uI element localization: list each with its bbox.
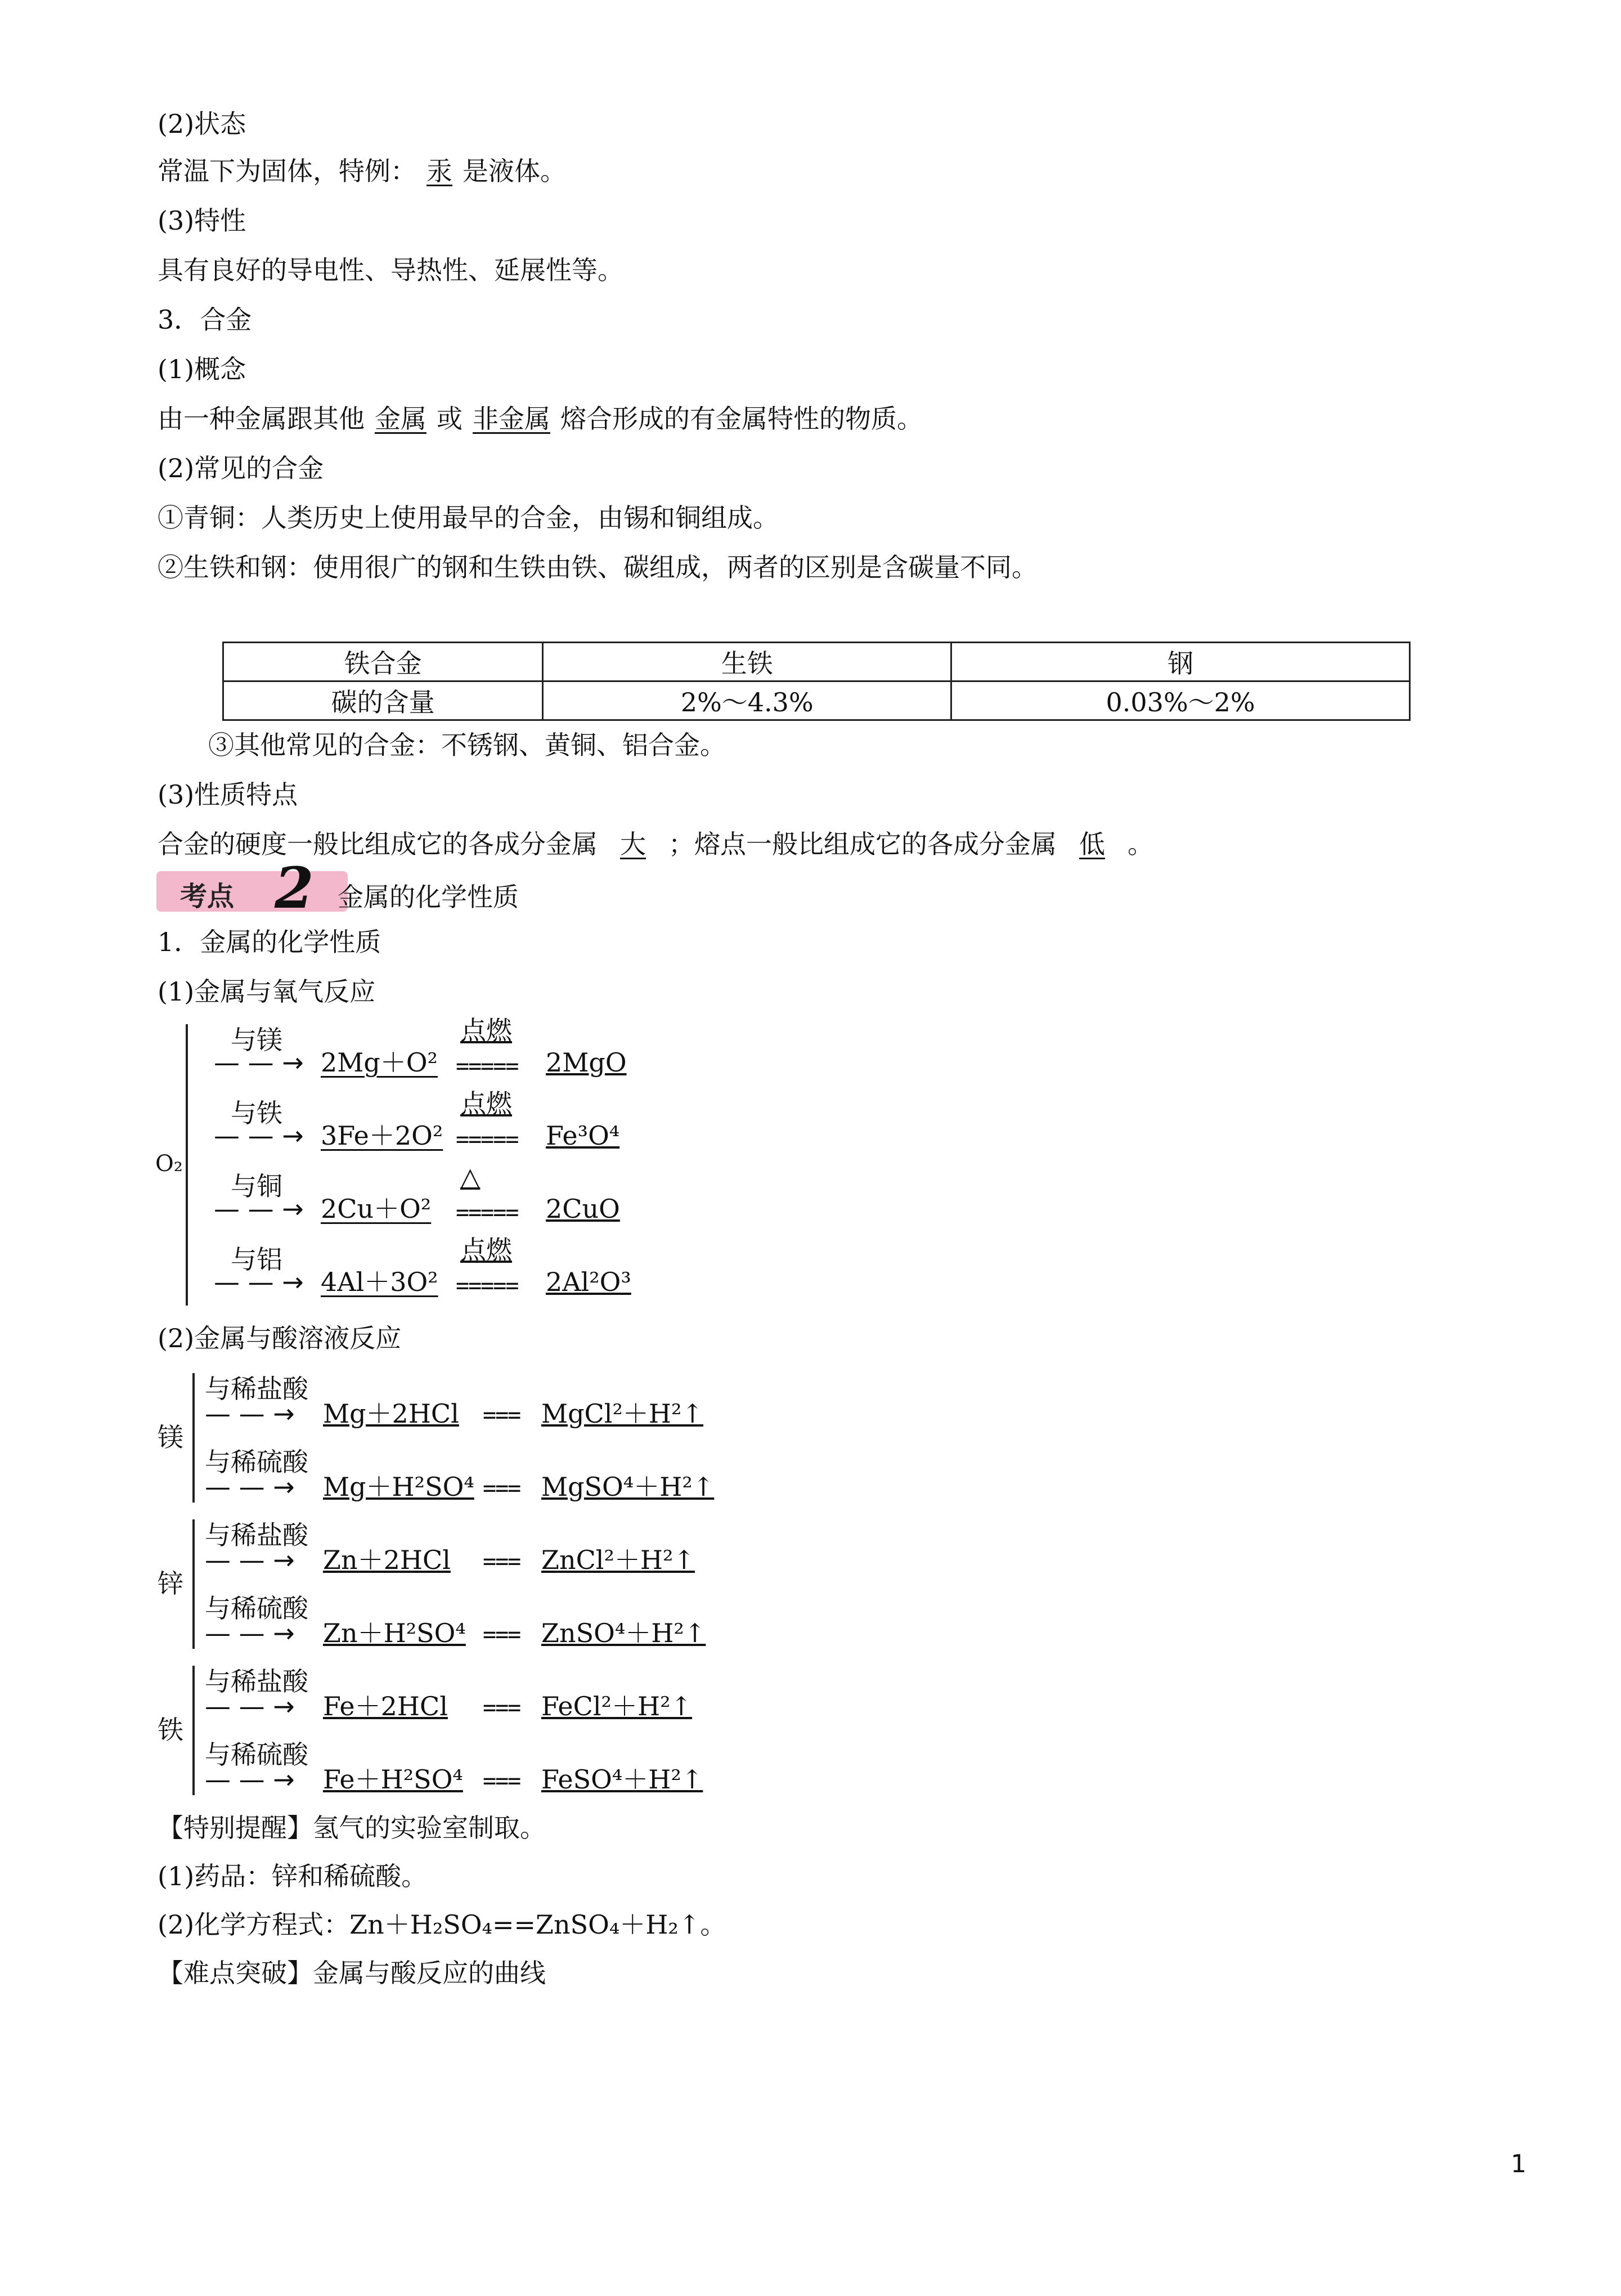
reaction-condition: 点燃	[460, 1235, 512, 1265]
arrow-icon: — — →	[214, 1194, 304, 1224]
metal-label: 锌	[158, 1568, 183, 1599]
feature-blank-hardness: 大	[620, 829, 646, 859]
section-title: 金属的化学性质	[338, 882, 519, 912]
concept-blank-metal: 金属	[375, 403, 426, 434]
equation-lhs: 3Fe＋2O²	[321, 1120, 443, 1151]
equation-lhs-wrap	[315, 1193, 437, 1225]
page-number: 1	[1511, 2150, 1526, 2178]
equation-rhs: ZnCl²＋H²↑	[541, 1545, 695, 1575]
equation-lhs: 2Cu＋O²	[321, 1194, 432, 1224]
tip-drug: (1)药品：锌和稀硫酸。	[158, 1861, 428, 1891]
acid-group-brace	[192, 1373, 195, 1503]
iron-alloy-table	[222, 642, 1411, 721]
oxygen-with-label: 与铜	[231, 1171, 282, 1201]
equation-rhs: Fe³O⁴	[546, 1120, 620, 1151]
arrow-icon: — — →	[205, 1691, 295, 1721]
equals-sign: ===	[483, 1622, 520, 1648]
table-header-cell: 生铁	[543, 643, 951, 681]
table-header-cell: 钢	[951, 643, 1410, 681]
acid-with-label: 与稀硫酸	[205, 1447, 308, 1477]
metal-label: 铁	[158, 1715, 183, 1745]
equation-rhs: ZnSO⁴＋H²↑	[541, 1618, 706, 1648]
arrow-icon: — — →	[205, 1764, 295, 1795]
equation-lhs: 4Al＋3O²	[321, 1267, 438, 1297]
arrow-icon: — — →	[205, 1398, 295, 1429]
equation-lhs: Fe＋2HCl	[323, 1691, 448, 1721]
oxygen-with-label: 与铁	[231, 1098, 282, 1128]
state-text-after: 是液体。	[462, 156, 566, 186]
reaction-condition: 点燃	[460, 1015, 512, 1046]
arrow-icon: — — →	[205, 1545, 295, 1575]
equation-rhs: MgSO⁴＋H²↑	[541, 1472, 715, 1502]
equation-lhs: Zn＋2HCl	[323, 1545, 451, 1575]
reaction-condition: △	[460, 1162, 481, 1192]
arrow-icon: — — →	[214, 1120, 304, 1151]
table-cell: 0.03%～2%	[951, 681, 1410, 720]
alloy-heading: 3．合金	[158, 304, 252, 335]
oxygen-with-label: 与镁	[231, 1025, 282, 1055]
equation-rhs: FeCl²＋H²↑	[541, 1691, 693, 1721]
equals-sign: ===	[483, 1402, 520, 1428]
concept-part-a: 由一种金属跟其他	[158, 403, 365, 434]
acid-heading: (2)金属与酸溶液反应	[158, 1323, 402, 1353]
kaodian-badge-number: 2	[275, 855, 314, 921]
alloy-concept-text	[158, 403, 923, 434]
alloy-common-heading: (2)常见的合金	[158, 453, 324, 483]
alloy-item-other: ③其他常见的合金：不锈钢、黄铜、铝合金。	[208, 730, 726, 760]
concept-part-c: 熔合形成的有金属特性的物质。	[560, 403, 923, 434]
state-blank: 汞	[426, 156, 452, 186]
tip-equation: (2)化学方程式：Zn＋H₂SO₄==ZnSO₄＋H₂↑。	[158, 1909, 726, 1940]
acid-with-label: 与稀盐酸	[205, 1374, 308, 1404]
concept-part-b: 或	[437, 403, 462, 434]
acid-with-label: 与稀盐酸	[205, 1666, 308, 1697]
state-text-before: 常温下为固体，特例：	[158, 156, 416, 186]
equation-rhs: MgCl²＋H²↑	[541, 1398, 703, 1429]
equation-lhs: Mg＋2HCl	[323, 1398, 459, 1429]
property-text: 具有良好的导电性、导热性、延展性等。	[158, 255, 623, 285]
equals-sign: ===	[483, 1695, 520, 1721]
feature-part-b: ；熔点一般比组成它的各成分金属	[668, 829, 1057, 859]
alloy-concept-heading: (1)概念	[158, 354, 246, 384]
equals-sign: =====	[456, 1200, 518, 1226]
equation-rhs: 2Al²O³	[546, 1267, 631, 1297]
oxygen-brace	[186, 1024, 188, 1306]
alloy-item-iron-steel: ②生铁和钢：使用很广的钢和生铁由铁、碳组成，两者的区别是含碳量不同。	[158, 552, 1038, 582]
table-cell: 2%～4.3%	[543, 681, 951, 720]
table-row	[223, 681, 1410, 720]
tip-heading: 【特别提醒】氢气的实验室制取。	[158, 1813, 546, 1843]
chem-heading: 1．金属的化学性质	[158, 927, 381, 957]
equation-lhs: 2Mg＋O²	[321, 1047, 438, 1078]
table-header-cell: 铁合金	[223, 643, 543, 681]
acid-group-brace	[192, 1666, 195, 1795]
equals-sign: =====	[456, 1053, 518, 1079]
o2-label: O₂	[155, 1151, 183, 1177]
metal-label: 镁	[158, 1422, 183, 1452]
equation-lhs: Fe＋H²SO⁴	[323, 1764, 463, 1795]
oxygen-with-label: 与铝	[231, 1244, 282, 1275]
equation-rhs: 2CuO	[546, 1194, 620, 1224]
equation-lhs-wrap	[315, 1266, 444, 1298]
state-text	[158, 155, 566, 187]
feature-part-a: 合金的硬度一般比组成它的各成分金属	[158, 829, 598, 859]
feature-blank-melting: 低	[1079, 829, 1105, 859]
arrow-icon: — — →	[214, 1047, 304, 1078]
arrow-icon: — — →	[205, 1618, 295, 1648]
equals-sign: ===	[483, 1549, 520, 1575]
difficulty-heading: 【难点突破】金属与酸反应的曲线	[158, 1958, 546, 1988]
state-heading: (2)状态	[158, 109, 246, 139]
alloy-item-bronze: ①青铜：人类历史上使用最早的合金，由锡和铜组成。	[158, 503, 779, 533]
concept-blank-nonmetal: 非金属	[473, 403, 550, 434]
property-heading: (3)特性	[158, 205, 246, 236]
alloy-feature-heading: (3)性质特点	[158, 779, 298, 810]
arrow-icon: — — →	[214, 1267, 304, 1297]
arrow-icon: — — →	[205, 1472, 295, 1502]
reaction-condition: 点燃	[460, 1088, 512, 1119]
acid-group-brace	[192, 1519, 195, 1649]
feature-part-c: 。	[1128, 829, 1153, 859]
equals-sign: ===	[483, 1476, 520, 1501]
table-header-row	[223, 643, 1410, 681]
equals-sign: ===	[483, 1768, 520, 1794]
acid-with-label: 与稀硫酸	[205, 1593, 308, 1624]
equation-lhs-wrap	[315, 1047, 443, 1078]
acid-with-label: 与稀盐酸	[205, 1520, 308, 1550]
equation-lhs: Zn＋H²SO⁴	[323, 1618, 466, 1648]
table-cell: 碳的含量	[223, 681, 543, 720]
acid-with-label: 与稀硫酸	[205, 1739, 308, 1770]
equation-rhs: FeSO⁴＋H²↑	[541, 1764, 703, 1795]
equation-lhs: Mg＋H²SO⁴	[323, 1472, 474, 1502]
equals-sign: =====	[456, 1127, 518, 1153]
equation-rhs: 2MgO	[546, 1047, 627, 1078]
kaodian-badge-label: 考点	[180, 881, 235, 912]
equation-lhs-wrap	[315, 1120, 448, 1151]
oxygen-heading: (1)金属与氧气反应	[158, 976, 376, 1007]
equals-sign: =====	[456, 1273, 518, 1299]
